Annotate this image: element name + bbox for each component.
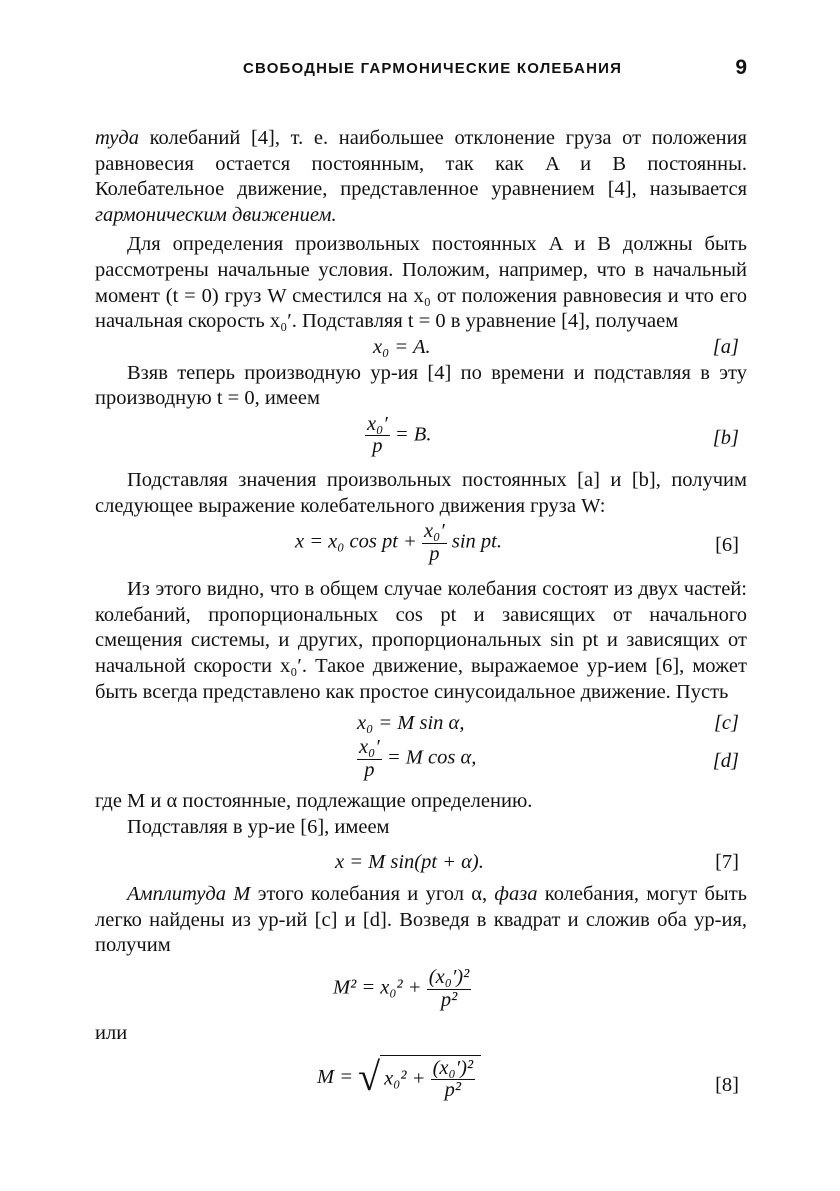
equation-c [95,711,747,737]
eq-m2-fraction [427,967,472,1011]
eq-6-num: x₀′ [424,520,445,543]
eq-6-den: p [429,542,440,565]
eq-a-rhs: = A. [394,335,431,358]
eq-b-den: p [372,435,383,458]
eq-d-num: x₀′ [359,736,380,759]
eq-a-lhs: x₀ [373,335,390,358]
paragraph-1 [95,126,747,228]
equation-7 [95,850,747,882]
paragraph-9: или [95,1022,128,1045]
eq-6-label: [6] [715,534,739,557]
running-title: СВОБОДНЫЕ ГАРМОНИЧЕСКИЕ КОЛЕБАНИЯ [243,60,623,77]
eq-c-text: x₀ = M sin α, [357,712,465,735]
page-body [95,126,747,1121]
eq-a-label: [a] [712,335,739,358]
eq-8-label: [8] [715,1073,739,1096]
eq-6-right: sin pt. [446,530,502,553]
eq-8-den: p² [444,1079,462,1102]
italic-term: гармоническим движением. [95,203,337,226]
eq-m2-num: (x₀′)² [428,966,470,989]
eq-8-inner: x₀² + [384,1067,431,1090]
eq-6-fraction [422,521,447,565]
paragraph-3: Взяв теперь производную ур-ия [4] по времени и подставляя в эту производную t = 0, имеем [95,361,747,410]
eq-7-label: [7] [715,851,739,874]
paragraph-5: Из этого видно, что в общем случае колебания состоят из двух частей: колебаний, пропорциональных cos pt и зависящих от начального смещения системы, и других, пропорциональных sin pt и зависящих от начальной скорости x₀′. Такое движение, выражаемое ур-ием [6], может быть всегда представлено как простое синусоидальное движение. Пусть [95,578,747,703]
eq-d-rhs: = M cos α, [386,746,477,769]
eq-b-label: [b] [712,426,739,449]
eq-7-text: x = M sin(pt + α). [335,851,484,874]
equation-b [95,412,747,464]
paragraph-8 [95,882,747,959]
sqrt-sign: √ x₀² + $\frac{\text{(x₀′)²}}{\text{p²}}$ [358,1055,481,1102]
eq-8-fraction [431,1058,476,1102]
eq-8-radicand [380,1055,481,1102]
paragraph-4: Подставляя значения произвольных постоянных [a] и [b], получим следующее выражение колебательного движения груза W: [95,468,747,517]
italic-term: Амплитуда M [127,883,251,906]
paragraph-6: где M и α постоянные, подлежащие определению. [95,790,533,813]
equation-m-squared [95,963,747,1021]
eq-8-num: (x₀′)² [432,1056,474,1079]
paragraph-2: Для определения произвольных постоянных A и B должны быть рассмотрены начальные условия. Положим, например, что в начальный момент (t = 0) груз W сместился на x₀ от положения равновесия и что его начальная скорость x₀′. Подставляя t = 0 в уравнение [4], получаем [95,233,747,333]
eq-c-label: [c] [713,712,739,735]
paragraph-text: колебаний [4], т. е. наибольшее отклонение груза от положения равновесия остается постоянным, так как A и B постоянны. Колебательное движение, представленное уравнением [4], называется [95,127,747,201]
equation-6 [95,519,747,571]
eq-d-fraction [357,737,382,781]
eq-8-left: M = [317,1065,359,1088]
eq-m2-den: p² [440,988,458,1011]
paragraph-7: Подставляя в ур-ие [6], имеем [127,815,390,838]
eq-d-den: p [364,758,375,781]
eq-b-num: x₀′ [367,412,388,435]
equation-8 [95,1051,747,1121]
eq-d-label: [d] [712,750,739,773]
equation-d [95,737,747,787]
equation-a [95,335,747,361]
paragraph-text: этого колебания и угол α, [250,883,495,906]
eq-b-fraction [365,414,390,458]
paragraph-text: колебания, могут быть легко найдены из ур-ий [c] и [d]. Возведя в квадрат и сложив оба ур-ия, получим [95,883,747,957]
italic-term: фаза [494,883,538,906]
eq-6-left: x = x₀ cos pt + [295,530,423,553]
running-header [95,58,747,88]
eq-b-rhs: = B. [394,423,432,446]
page-number: 9 [735,56,747,79]
eq-m2-left: M² = x₀² + [333,976,427,999]
italic-term: туда [95,127,139,149]
